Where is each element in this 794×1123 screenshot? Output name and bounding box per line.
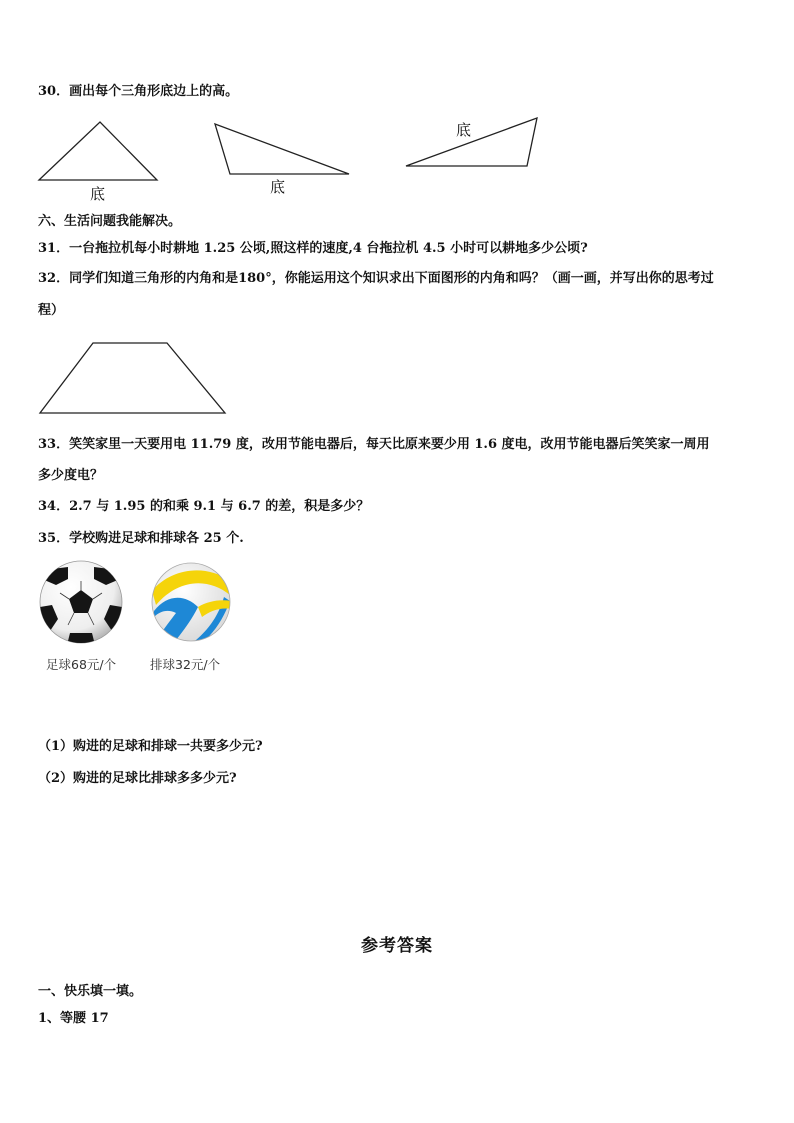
q32-prompt: 同学们知道三角形的内角和是180°，你能运用这个知识求出下面图形的内角和吗？（画一画，并写出你的思考过 (69, 271, 714, 286)
triangle-1-base-label: 底 (90, 185, 106, 203)
triangle-3-base-label: 底 (456, 121, 472, 139)
triangle-2 (215, 124, 349, 174)
q30-text (38, 84, 238, 100)
answers-item1: 1、等腰 17 (38, 1011, 109, 1026)
answers-section1: 一、快乐填一填。 (38, 984, 143, 999)
section6-title: 六、生活问题我能解决。 (38, 214, 182, 229)
q32-line2: 程） (38, 303, 65, 318)
triangle-1 (39, 122, 157, 180)
volleyball-price-label: 排球32元/个 (150, 657, 221, 672)
q33-prompt: 笑笑家里一天要用电 11.79 度，改用节能电器后，每天比原来要少用 1.6 度电，改用节能电器后笑笑家一周用 (69, 437, 710, 452)
volleyball-icon (150, 561, 232, 643)
q31-text (38, 241, 588, 257)
q35-number: 35． (38, 531, 70, 546)
triangle-2-base-label: 底 (270, 178, 286, 196)
q32-trapezoid-figure (0, 335, 300, 420)
soccer-price-label: 足球68元/个 (46, 657, 117, 672)
trapezoid (40, 343, 225, 413)
q33-line2: 多少度电？ (38, 468, 104, 483)
triangle-3 (406, 118, 537, 166)
q30-number: 30． (38, 84, 70, 99)
q31-prompt: 一台拖拉机每小时耕地 1.25 公顷,照这样的速度,4 台拖拉机 4.5 小时可以耕地多少公顷? (69, 241, 588, 256)
q31-number: 31． (38, 241, 70, 256)
q33-line1 (38, 437, 710, 453)
q35-sub2: （2）购进的足球比排球多多少元? (38, 771, 237, 786)
q35-text (38, 531, 244, 547)
q33-number: 33． (38, 437, 70, 452)
q34-number: 34． (38, 499, 70, 514)
soccer-ball-icon (38, 559, 124, 645)
q30-prompt: 画出每个三角形底边上的高。 (69, 84, 239, 99)
q35-sub1: （1）购进的足球和排球一共要多少元? (38, 739, 263, 754)
answers-title: 参考答案 (361, 936, 433, 956)
q30-triangles (0, 110, 794, 205)
q32-line1 (38, 271, 714, 287)
q34-prompt: 2.7 与 1.95 的和乘 9.1 与 6.7 的差，积是多少？ (69, 499, 370, 514)
q32-number: 32． (38, 271, 70, 286)
q35-prompt: 学校购进足球和排球各 25 个. (69, 531, 244, 546)
q34-text (38, 499, 369, 515)
